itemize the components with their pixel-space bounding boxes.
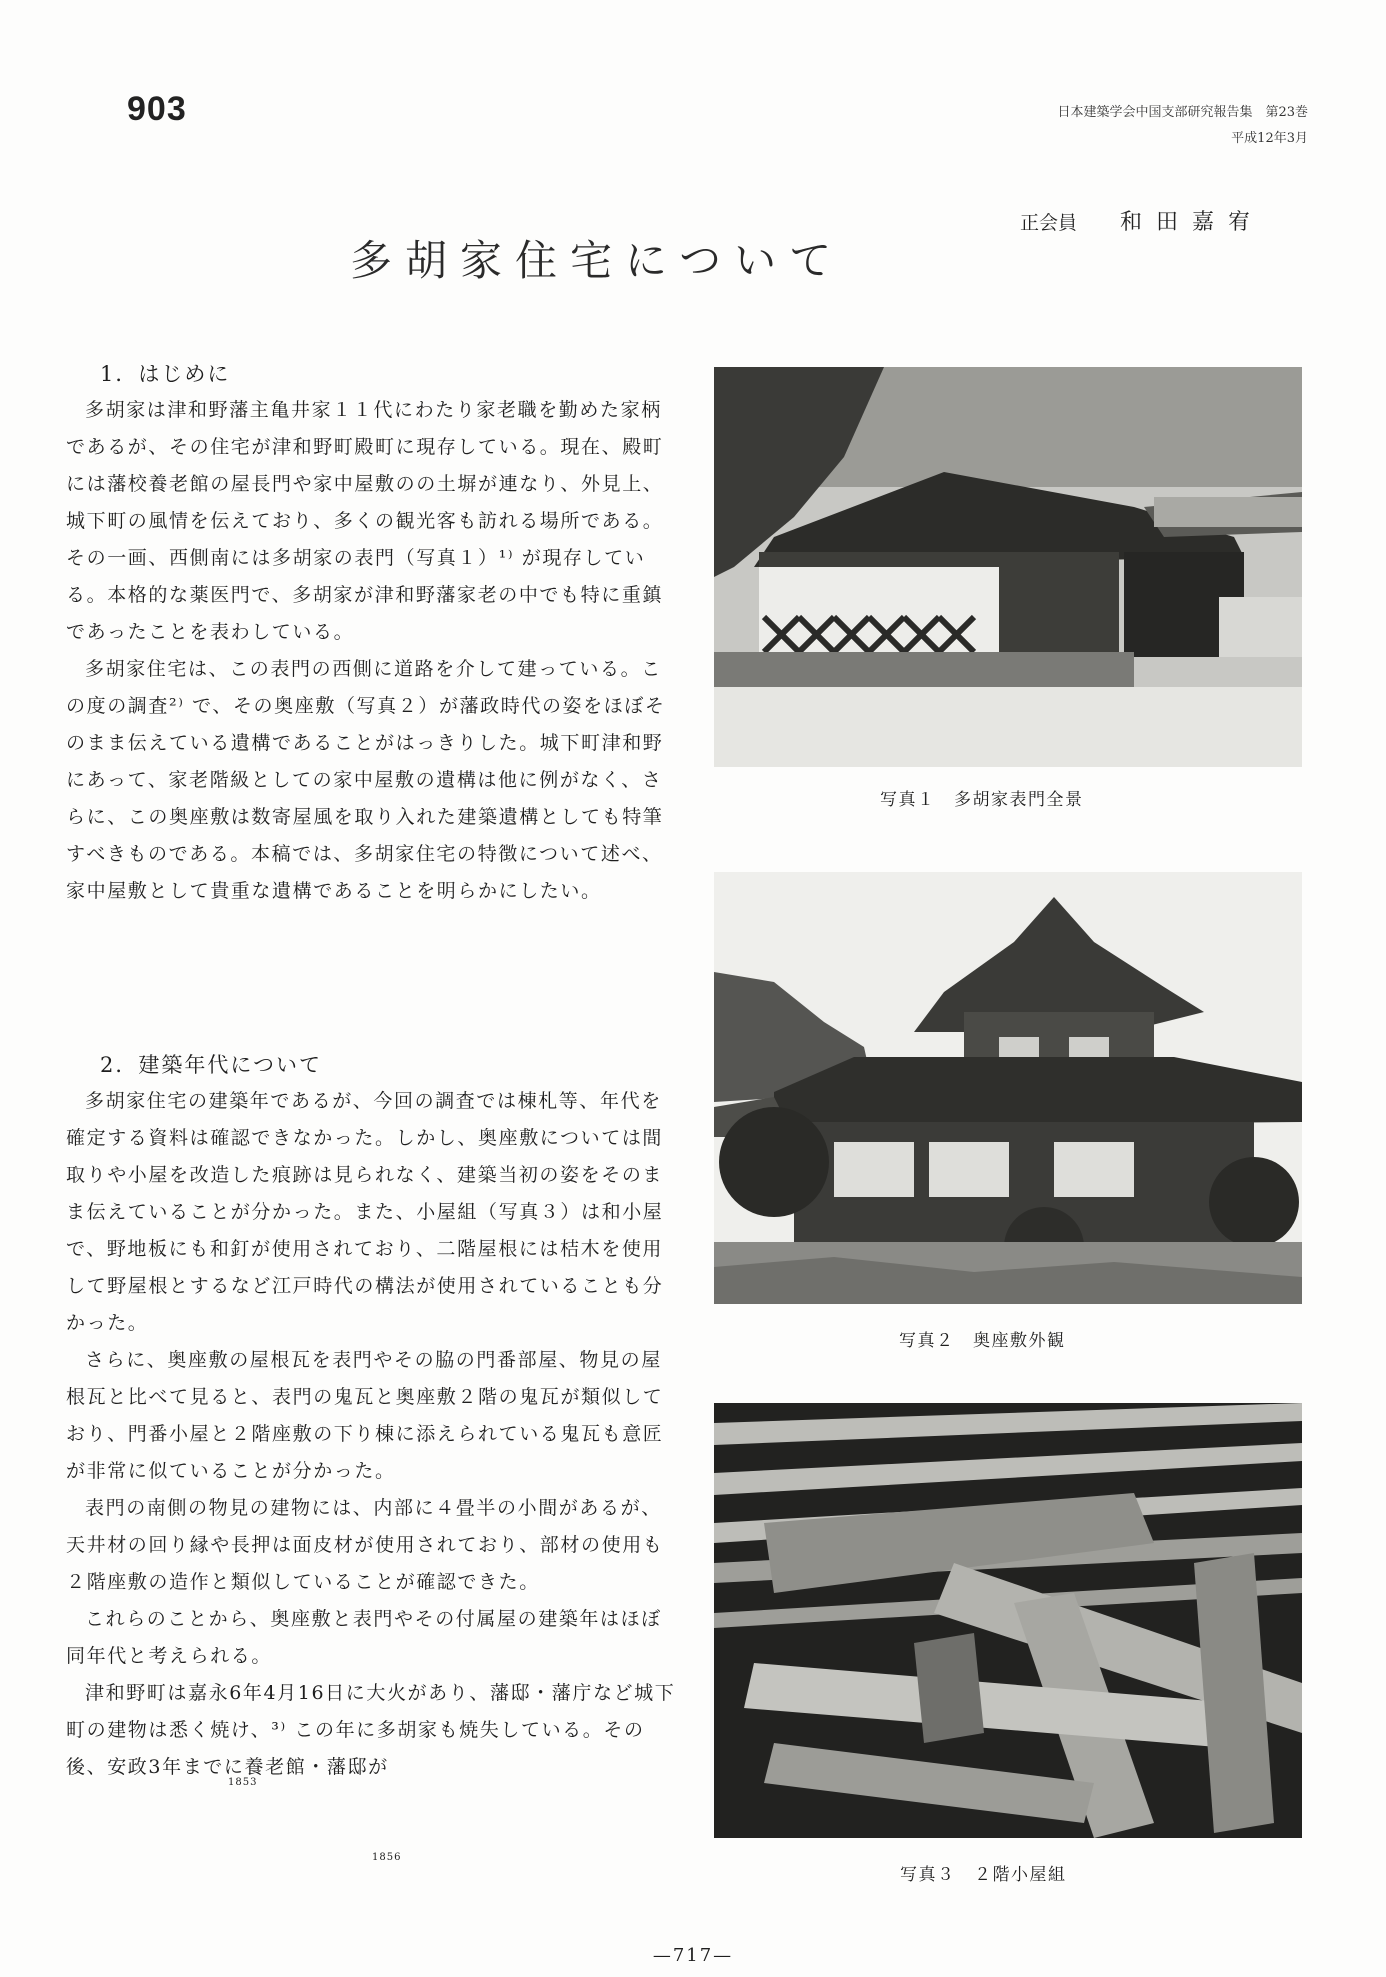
paper-title: 多胡家住宅について xyxy=(350,236,845,285)
journal-name: 日本建築学会中国支部研究報告集 第23巻 xyxy=(1057,105,1308,120)
paragraph: これらのことから、奥座敷と表門やその付属屋の建築年はほぼ同年代と考えられる。 xyxy=(66,1608,662,1667)
section-heading: 2．建築年代について xyxy=(100,1053,322,1077)
photo-gate xyxy=(714,367,1302,767)
journal-info xyxy=(1057,100,1308,152)
author-name: 和田嘉宥 xyxy=(1120,210,1265,235)
page-folio: —717— xyxy=(652,1945,734,1966)
paragraph: さらに、奥座敷の屋根瓦を表門やその脇の門番部屋、物見の屋根瓦と比べて見ると、表門の鬼瓦と奥座敷２階の鬼瓦が類似しており、門番小屋と２階座敷の下り棟に添えられている鬼瓦も意匠が非常に似ていることが分かった。 xyxy=(66,1349,664,1482)
ruby-year: 1856 xyxy=(372,1852,402,1863)
paragraph: 多胡家住宅は、この表門の西側に道路を介して建っている。この度の調査²⁾ で、その奥座敷（写真２）が藩政時代の姿をほぼそのまま伝えている遺構であることがはっきりした。城下町津和野にあって、家老階級としての家中屋敷の遺構は他に例がなく、さらに、この奥座敷は数寄屋風を取り入れた建築遺構としても特筆すべきものである。本稿では、多胡家住宅の特徴について述べ、家中屋敷として貴重な遺構であることを明らかにしたい。 xyxy=(66,658,666,902)
photo-caption: 写真１ 多胡家表門全景 xyxy=(880,790,1084,810)
photo-parlor-exterior xyxy=(714,872,1302,1304)
section-introduction xyxy=(66,356,676,910)
photo-caption: 写真３ ２階小屋組 xyxy=(900,1865,1067,1885)
photo-roof-framing xyxy=(714,1403,1302,1838)
paragraph: 多胡家は津和野藩主亀井家１１代にわたり家老職を勤めた家柄であるが、その住宅が津和野町殿町に現存している。現在、殿町には藩校養老館の屋長門や家中屋敷のの土塀が連なり、外見上、城下町の風情を伝えており、多くの観光客も訪れる場所である。その一画、西側南には多胡家の表門（写真１）¹⁾ が現存している。本格的な薬医門で、多胡家が津和野藩家老の中でも特に重鎮であったことを表わしている。 xyxy=(66,399,664,643)
page-number: 903 xyxy=(127,90,187,128)
author-line xyxy=(1020,205,1264,236)
paragraph: 表門の南側の物見の建物には、内部に４畳半の小間があるが、天井材の回り縁や長押は面皮材が使用されており、部材の使用も２階座敷の造作と類似していることが確認できた。 xyxy=(66,1497,664,1593)
author-role: 正会員 xyxy=(1020,212,1078,234)
section-heading: 1．はじめに xyxy=(100,362,231,386)
photo-caption: 写真２ 奥座敷外観 xyxy=(899,1331,1066,1351)
section-construction-date xyxy=(66,1047,676,1786)
journal-date: 平成12年3月 xyxy=(1231,131,1308,146)
ruby-year: 1853 xyxy=(228,1777,258,1788)
paragraph: 津和野町は嘉永6年4月16日に大火があり、藩邸・藩庁など城下町の建物は悉く焼け、³⁾ この年に多胡家も焼失している。その後、安政3年までに養老館・藩邸が xyxy=(66,1682,676,1778)
paragraph: 多胡家住宅の建築年であるが、今回の調査では棟札等、年代を確定する資料は確認できなかった。しかし、奥座敷については間取りや小屋を改造した痕跡は見られなく、建築当初の姿をそのまま伝えていることが分かった。また、小屋組（写真３）は和小屋で、野地板にも和釘が使用されており、二階屋根には桔木を使用して野屋根とするなど江戸時代の構法が使用されていることも分かった。 xyxy=(66,1090,664,1334)
